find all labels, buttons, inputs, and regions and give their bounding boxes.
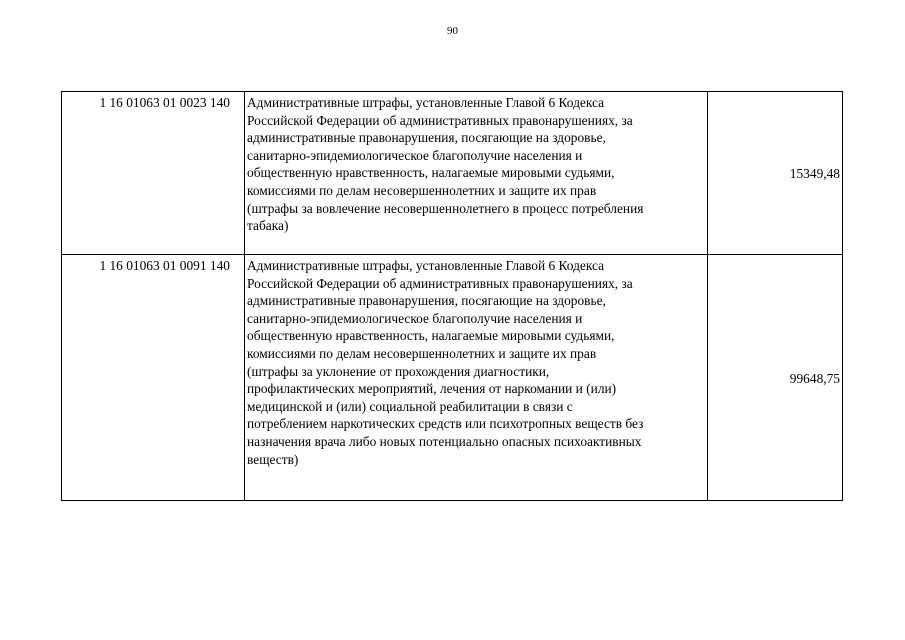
revenue-name-line: профилактических мероприятий, лечения от наркомании и (или) (247, 381, 617, 397)
revenue-name (245, 92, 708, 255)
revenue-name-line: Российской Федерации об административных правонарушениях, за (247, 275, 633, 291)
revenue-name-line: потреблением наркотических средств или психотропных веществ без (247, 416, 644, 432)
revenue-name-line: санитарно-эпидемиологическое благополучие населения и (247, 147, 583, 163)
amount-value: 15349,48 (708, 92, 843, 255)
page-number: 90 (447, 25, 458, 37)
budget-code: 1 16 01063 01 0023 140 (62, 92, 245, 255)
revenue-name-line: назначения врача либо новых потенциально опасных психоактивных (247, 433, 642, 449)
revenue-name-line: медицинской и (или) социальной реабилитации в связи с (247, 398, 573, 414)
revenue-name-text (247, 94, 705, 235)
revenue-name-line: Административные штрафы, установленные Главой 6 Кодекса (247, 258, 605, 273)
revenue-name-line: общественную нравственность, налагаемые мировыми судьями, (247, 328, 615, 344)
budget-code: 1 16 01063 01 0091 140 (62, 255, 245, 501)
revenue-name-line: комиссиями по делам несовершеннолетних и защите их прав (247, 182, 597, 198)
revenue-name-line: (штрафы за уклонение от прохождения диагностики, (247, 363, 550, 379)
revenue-table (61, 91, 843, 501)
revenue-name (245, 255, 708, 501)
revenue-name-line: комиссиями по делам несовершеннолетних и защите их прав (247, 345, 597, 361)
revenue-name-line: Российской Федерации об административных правонарушениях, за (247, 112, 633, 128)
revenue-name-line: (штрафы за вовлечение несовершеннолетнего в процесс потребления (247, 200, 644, 216)
revenue-name-text (247, 257, 705, 468)
revenue-name-line: санитарно-эпидемиологическое благополучие населения и (247, 310, 583, 326)
revenue-name-line: веществ) (247, 451, 299, 467)
revenue-name-line: административные правонарушения, посягающие на здоровье, (247, 130, 606, 146)
amount-value: 99648,75 (708, 255, 843, 501)
revenue-name-line: табака) (247, 218, 289, 234)
revenue-name-line: административные правонарушения, посягающие на здоровье, (247, 293, 606, 309)
table-row (62, 255, 843, 501)
table-row (62, 92, 843, 255)
revenue-name-line: Административные штрафы, установленные Главой 6 Кодекса (247, 95, 605, 110)
revenue-name-line: общественную нравственность, налагаемые мировыми судьями, (247, 165, 615, 181)
